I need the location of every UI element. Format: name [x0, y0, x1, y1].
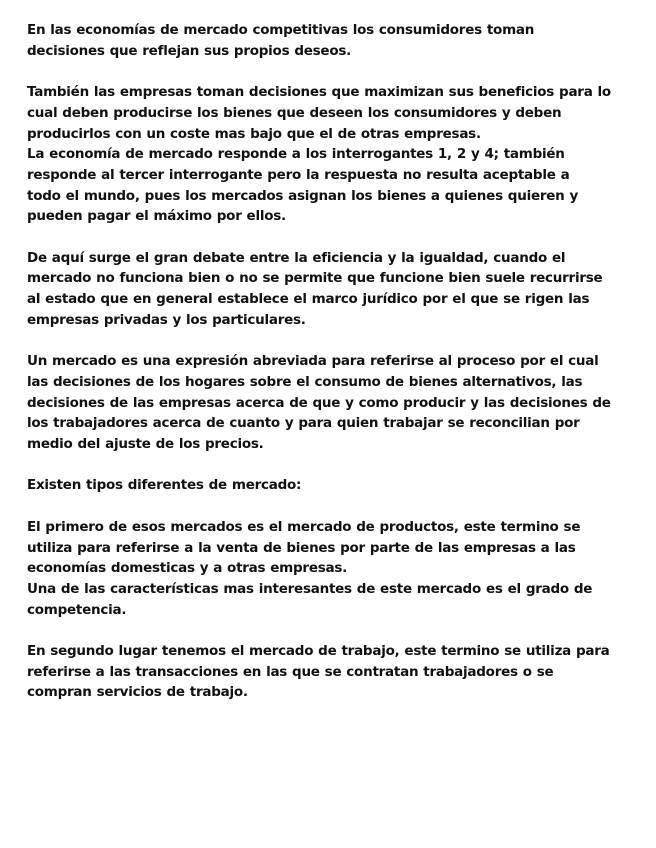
paragraph-product-market [27, 517, 627, 621]
paragraph-companies-decisions [27, 82, 627, 227]
text-line: utiliza para referirse a la venta de bienes por parte de las empresas a las [27, 539, 576, 556]
text-line: pueden pagar el máximo por ellos. [27, 208, 286, 225]
text-line: De aquí surge el gran debate entre la eficiencia y la igualdad, cuando el [27, 249, 566, 266]
text-line: responde al tercer interrogante pero la respuesta no resulta aceptable a [27, 166, 570, 183]
text-line: Existen tipos diferentes de mercado: [27, 477, 302, 494]
text-line: referirse a las transacciones en las que se contratan trabajadores o se [27, 663, 554, 680]
paragraph-market-types [27, 475, 627, 496]
text-line: compran servicios de trabajo. [27, 684, 248, 701]
text-line: medio del ajuste de los precios. [27, 436, 264, 453]
text-line: producirlos con un coste mas bajo que el de otras empresas. [27, 125, 481, 142]
text-line: En las economías de mercado competitivas los consumidores toman [27, 22, 535, 38]
text-line: decisiones que reflejan sus propios deseos. [27, 42, 352, 59]
text-line: El primero de esos mercados es el mercado de productos, este termino se [27, 518, 581, 535]
paragraph-labor-market [27, 641, 627, 703]
text-line: Una de las características mas interesantes de este mercado es el grado de [27, 580, 593, 597]
paragraph-market-economies [27, 20, 627, 61]
paragraph-market-definition [27, 351, 627, 455]
text-line: todo el mundo, pues los mercados asignan los bienes a quienes quieren y [27, 187, 579, 204]
text-line: las decisiones de los hogares sobre el consumo de bienes alternativos, las [27, 373, 583, 390]
text-line: cual deben producirse los bienes que deseen los consumidores y deben [27, 104, 562, 121]
text-line: decisiones de las empresas acerca de que y como producir y las decisiones de [27, 394, 611, 411]
text-line: competencia. [27, 601, 127, 618]
text-line: En segundo lugar tenemos el mercado de trabajo, este termino se utiliza para [27, 643, 610, 659]
text-line: La economía de mercado responde a los interrogantes 1, 2 y 4; también [27, 146, 565, 163]
text-line: empresas privadas y los particulares. [27, 311, 306, 328]
document-page [27, 20, 627, 703]
text-line: También las empresas toman decisiones que maximizan sus beneficios para lo [27, 84, 611, 101]
text-line: al estado que en general establece el marco jurídico por el que se rigen las [27, 291, 590, 308]
paragraph-efficiency-equality [27, 248, 627, 331]
text-line: los trabajadores acerca de cuanto y para quien trabajar se reconcilian por [27, 415, 580, 432]
text-line: economías domesticas y a otras empresas. [27, 560, 348, 577]
text-line: Un mercado es una expresión abreviada para referirse al proceso por el cual [27, 353, 599, 370]
text-line: mercado no funciona bien o no se permite que funcione bien suele recurrirse [27, 270, 603, 287]
